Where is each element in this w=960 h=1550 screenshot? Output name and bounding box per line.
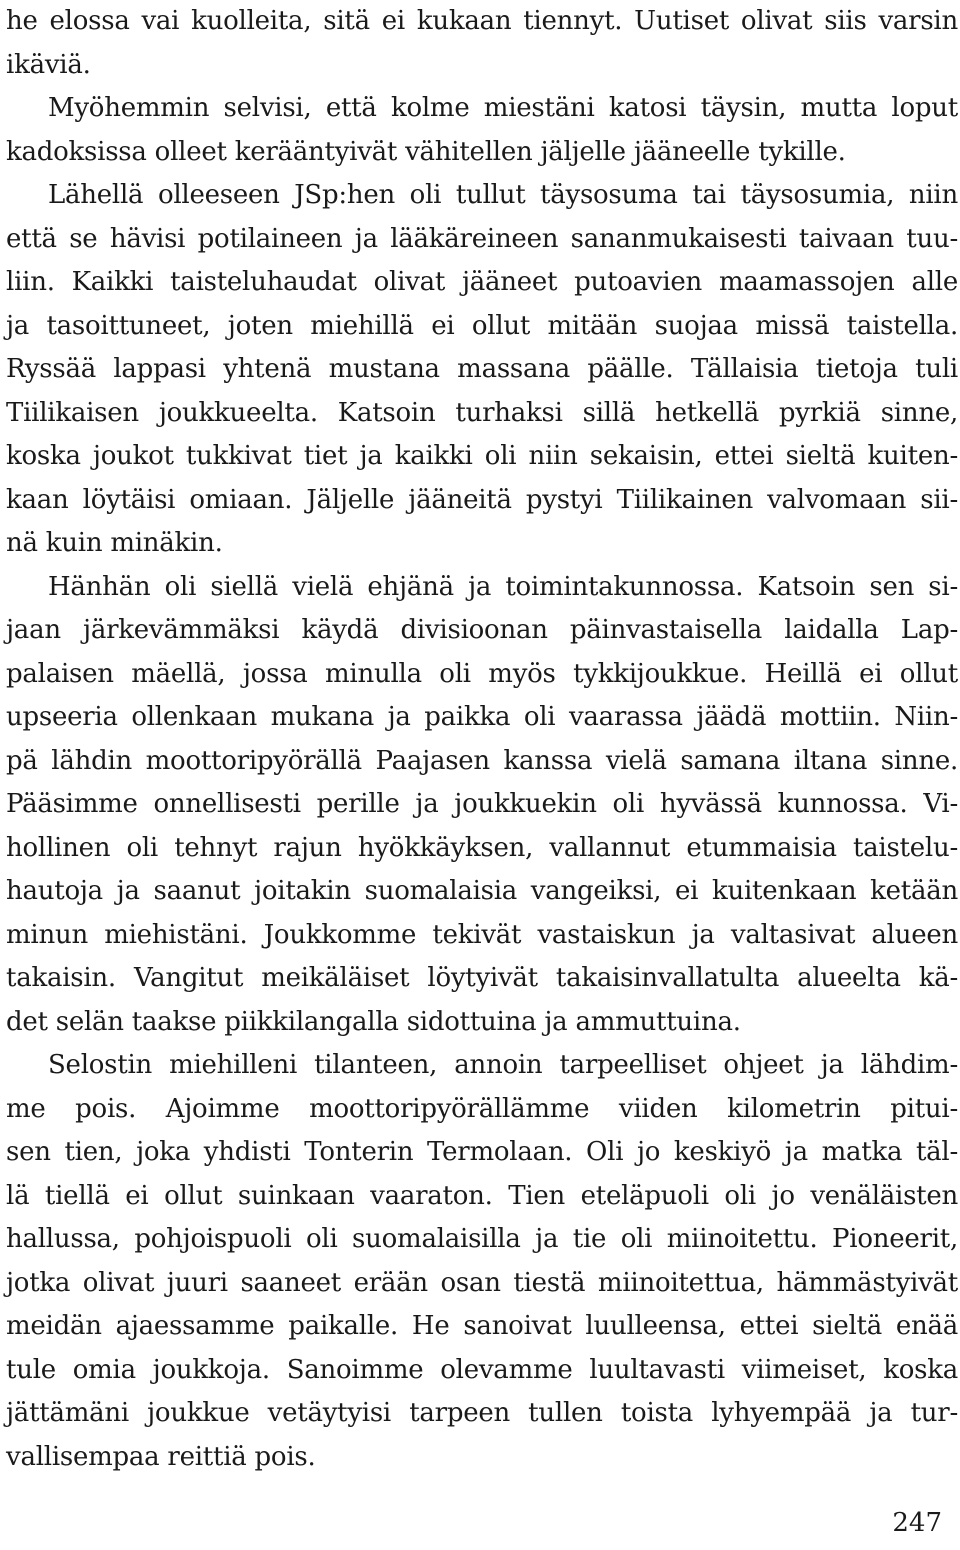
text-line: minun miehistäni. Joukkomme tekivät vastaiskun ja valtasivat alueen (6, 919, 958, 950)
text-line: tule omia joukkoja. Sanoimme olevamme luultavasti viimeiset, koska (6, 1354, 958, 1385)
text-line: nä kuin minäkin. (6, 528, 223, 558)
text-line: jotka olivat juuri saaneet erään osan tiestä miinoitettua, hämmästyivät (6, 1267, 958, 1298)
text-line: det selän taakse piikkilangalla sidottuina ja ammuttuina. (6, 1006, 741, 1037)
text-line: hollinen oli tehnyt rajun hyökkäyksen, vallannut etummaisia taistelu- (6, 832, 958, 863)
page-number: 247 (892, 1508, 942, 1538)
text-line: Selostin miehilleni tilanteen, annoin tarpeelliset ohjeet ja lähdim- (48, 1050, 958, 1080)
text-line: vallisempaa reittiä pois. (6, 1441, 316, 1472)
text-line: lä tiellä ei ollut suinkaan vaaraton. Tien eteläpuoli oli jo venäläisten (6, 1180, 958, 1211)
text-line: jaan järkevämmäksi käydä divisioonan päinvastaisella laidalla Lap- (6, 615, 958, 645)
text-line: kadoksissa olleet kerääntyivät vähitellen jäljelle jääneelle tykille. (6, 136, 846, 167)
text-line: ja tasoittuneet, joten miehillä ei ollut mitään suojaa missä taistella. (6, 310, 958, 341)
text-line: Pääsimme onnellisesti perille ja joukkuekin oli hyvässä kunnossa. Vi- (6, 789, 958, 819)
text-line: hallussa, pohjoispuoli oli suomalaisilla ja tie oli miinoitettu. Pioneerit, (6, 1224, 958, 1254)
text-line: hautoja ja saanut joitakin suomalaisia vangeiksi, ei kuitenkaan ketään (6, 876, 958, 906)
text-line: Hänhän oli siellä vielä ehjänä ja toimintakunnossa. Katsoin sen si- (48, 571, 958, 602)
text-line: he elossa vai kuolleita, sitä ei kukaan tiennyt. Uutiset olivat siis varsin (6, 6, 958, 36)
text-line: meidän ajaessamme paikalle. He sanoivat luulleensa, ettei sieltä enää (6, 1311, 958, 1341)
text-line: koska joukot tukkivat tiet ja kaikki oli niin sekaisin, ettei sieltä kuiten- (6, 441, 958, 471)
text-line: takaisin. Vangitut meikäläiset löytyivät takaisinvallatulta alueelta kä- (6, 963, 958, 993)
text-line: Ryssää lappasi yhtenä mustana massana päälle. Tällaisia tietoja tuli (6, 354, 958, 384)
text-line: kaan löytäisi omiaan. Jäljelle jääneitä pystyi Tiilikainen valvomaan sii- (6, 484, 958, 515)
text-line: upseeria ollenkaan mukana ja paikka oli vaarassa jäädä mottiin. Niin- (6, 702, 958, 732)
text-line: pä lähdin moottoripyörällä Paajasen kanssa vielä samana iltana sinne. (6, 745, 958, 776)
text-line: ikäviä. (6, 49, 91, 80)
body-text (6, 0, 958, 1479)
text-line: jättämäni joukkue vetäytyisi tarpeen tullen toista lyhyempää ja tur- (6, 1398, 958, 1428)
text-line: että se hävisi potilaineen ja lääkäreineen sananmukaisesti taivaan tuu- (6, 223, 958, 254)
text-line: sen tien, joka yhdisti Tonterin Termolaan. Oli jo keskiyö ja matka täl- (6, 1137, 958, 1167)
text-line: Tiilikaisen joukkueelta. Katsoin turhaksi sillä hetkellä pyrkiä sinne, (6, 397, 958, 428)
text-line: Lähellä olleeseen JSp:hen oli tullut täysosuma tai täysosumia, niin (48, 180, 958, 210)
text-line: Myöhemmin selvisi, että kolme miestäni katosi täysin, mutta loput (48, 93, 958, 123)
text-line: liin. Kaikki taisteluhaudat olivat jääneet putoavien maamassojen alle (6, 267, 958, 297)
text-line: palaisen mäellä, jossa minulla oli myös tykkijoukkue. Heillä ei ollut (6, 658, 958, 689)
text-line: me pois. Ajoimme moottoripyörällämme viiden kilometrin pitui- (6, 1093, 958, 1124)
